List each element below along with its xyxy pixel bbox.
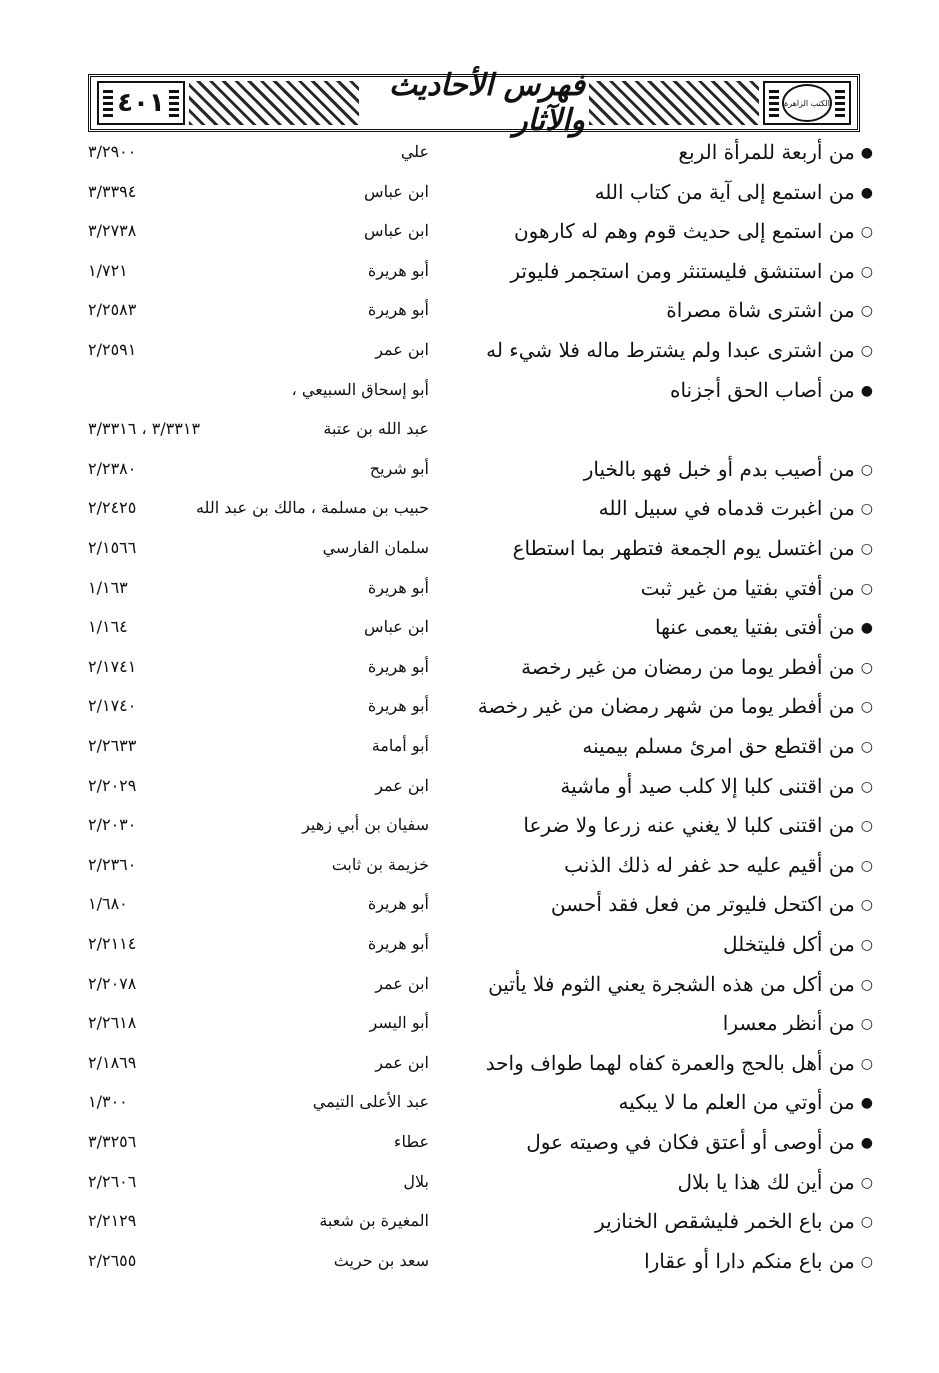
bullet-icon: ○: [860, 501, 873, 518]
narrator: سفيان بن أبي زهير: [302, 815, 429, 835]
volume-page-ref: ٢/١٧٤١: [88, 656, 137, 676]
bullet-icon: ○: [860, 541, 873, 557]
hadith-label: من أوتي من العلم ما لا يبكيه: [618, 1090, 855, 1115]
bullet-icon: ○: [860, 1253, 873, 1270]
bullet-icon: ○: [860, 1016, 873, 1033]
volume-page-ref: ٣/٢٧٣٨: [88, 221, 137, 241]
bullet-icon: ○: [860, 303, 873, 320]
volume-page-ref: ٣/٣٢٥٦: [88, 1132, 137, 1151]
hadith-label: من استمع إلى آية من كتاب الله: [594, 179, 855, 204]
index-row: [0, 217, 939, 257]
volume-page-ref: ٢/٢٣٦٠: [88, 854, 137, 874]
narrator: أبو اليسر: [369, 1013, 429, 1033]
narrator: عبد الأعلى التيمي: [312, 1092, 429, 1112]
narrator: ابن عمر: [375, 340, 429, 359]
volume-page-ref: ٢/٢٠٢٩: [88, 775, 137, 795]
index-row: [0, 1247, 939, 1287]
narrator: ابن عمر: [375, 973, 429, 993]
index-row: [0, 930, 939, 970]
index-row: [0, 1128, 939, 1168]
index-row: [0, 1207, 939, 1247]
hadith-text: [478, 694, 873, 718]
narrator: أبو هريرة: [367, 696, 429, 716]
volume-page-ref: ٢/٢٠٧٨: [88, 973, 137, 993]
index-row: [0, 851, 939, 891]
hadith-text: [523, 813, 873, 837]
volume-page-ref: ٢/٢٦٥٥: [88, 1250, 137, 1270]
volume-page-ref: ١/٧٢١: [88, 260, 128, 280]
volume-page-ref: ٢/٢٤٢٥: [88, 498, 137, 518]
bullet-icon: ○: [860, 818, 873, 835]
volume-page-ref: ٢/٢٦٠٦: [88, 1171, 137, 1191]
hadith-text: [526, 1130, 873, 1154]
index-row: [0, 534, 939, 574]
index-row: [0, 1049, 939, 1089]
hadith-label: من اقتنى كلبا لا يغني عنه زرعا ولا ضرعا: [523, 813, 855, 838]
volume-page-ref: ٢/١٥٦٦: [88, 538, 137, 557]
bullet-icon: ●: [860, 184, 873, 201]
ornament-right: [589, 81, 759, 125]
hadith-text: [670, 378, 873, 402]
bullet-icon: ○: [860, 1174, 873, 1191]
index-row: [0, 138, 939, 178]
bullet-icon: ○: [860, 461, 873, 478]
narrator: عبد الله بن عتبة: [323, 419, 429, 439]
bullet-icon: ○: [860, 1214, 873, 1231]
index-row: [0, 811, 939, 851]
hadith-label: من أنظر معسرا: [722, 1011, 855, 1036]
hadith-text: [513, 536, 873, 560]
hadith-text: [582, 734, 873, 758]
hadith-label: من أكل فليتخلل: [722, 932, 855, 956]
volume-page-ref: ٢/١٨٦٩: [88, 1052, 137, 1072]
index-row: [0, 970, 939, 1010]
narrator: ابن عباس: [364, 181, 429, 201]
index-row: [0, 336, 939, 376]
hadith-text: [666, 298, 873, 322]
bullet-icon: ●: [860, 1095, 873, 1112]
narrator: سلمان الفارسي: [322, 538, 429, 557]
hadith-label: من أفتي بفتيا من غير ثبت: [640, 575, 855, 600]
volume-page-ref: ٢/٢٦٣٣: [88, 736, 137, 755]
bullet-icon: ○: [860, 937, 873, 953]
hadith-label: من استنشق فليستنثر ومن استجمر فليوتر: [510, 258, 855, 283]
hadith-label: من أكل من هذه الشجرة يعني الثوم فلا يأتين: [488, 971, 855, 996]
volume-page-ref: ٢/٢٥٨٣: [88, 300, 137, 320]
bullet-icon: ○: [860, 1055, 873, 1072]
volume-page-ref: ٢/١٧٤٠: [88, 696, 137, 716]
hadith-label: من باع منكم دارا أو عقارا: [644, 1248, 855, 1273]
index-row: [0, 1088, 939, 1128]
hadith-text: [551, 892, 873, 916]
bullet-icon: ○: [860, 659, 873, 676]
index-row: [0, 574, 939, 614]
volume-page-ref: ٣/٢٩٠٠: [88, 142, 137, 161]
hadith-label: من أصاب الحق أجزناه: [669, 377, 855, 402]
hadith-label: من أقيم عليه حد غفر له ذلك الذنب: [564, 852, 855, 877]
volume-page-ref: ٢/٢٠٣٠: [88, 815, 137, 835]
index-row: [0, 455, 939, 495]
bullet-icon: ○: [860, 263, 873, 280]
hadith-text: [486, 338, 873, 362]
page-header: [88, 68, 860, 138]
narrator: أبو هريرة: [367, 577, 429, 597]
bullet-icon: ○: [860, 699, 873, 716]
index-row: [0, 494, 939, 534]
index-row: [0, 613, 939, 653]
hadith-label: من اقتطع حق امرئ مسلم بيمينه: [582, 734, 855, 758]
bullet-icon: ○: [860, 343, 873, 359]
index-row: [0, 890, 939, 930]
index-row: [0, 692, 939, 732]
page-number: ٤٠١: [117, 88, 165, 118]
hadith-label: من أفطر يوما من رمضان من غير رخصة: [521, 654, 855, 679]
narrator: أبو شريح: [369, 458, 429, 478]
hadith-text: [488, 972, 873, 996]
bullet-icon: ●: [860, 1135, 873, 1151]
narrator: ابن عباس: [364, 617, 429, 637]
hadith-text: [486, 1051, 873, 1075]
hadith-text: [678, 140, 873, 164]
hadith-label: من اكتحل فليوتر من فعل فقد أحسن: [550, 892, 855, 917]
index-row: [0, 178, 939, 218]
hadith-label: من استمع إلى حديث قوم وهم له كارهون: [513, 219, 855, 244]
index-row: [0, 732, 939, 772]
hadith-label: من اشترى عبدا ولم يشترط ماله فلا شيء له: [486, 338, 855, 362]
bullet-icon: ○: [860, 739, 873, 755]
narrator: المغيرة بن شعبة: [319, 1211, 429, 1231]
narrator: أبو هريرة: [367, 934, 429, 953]
hadith-label: من أين لك هذا يا بلال: [677, 1169, 855, 1194]
hadith-text: [521, 655, 873, 679]
hadith-text: [723, 1011, 873, 1035]
bullet-icon: ●: [860, 620, 873, 637]
narrator: أبو هريرة: [367, 260, 429, 280]
volume-page-ref: ٢/٢١٢٩: [88, 1211, 137, 1231]
hadith-label: من أصيب بدم أو خبل فهو بالخيار: [583, 456, 855, 481]
hadith-text: [655, 615, 873, 639]
index-row: [0, 1009, 939, 1049]
narrator: سعد بن حريث: [333, 1250, 429, 1270]
volume-page-ref: ٣/٣٣١٣ ، ٣/٣٣١٦: [88, 419, 201, 439]
page-number-cartouche: [97, 81, 185, 125]
hadith-label: من اقتنى كلبا إلا كلب صيد أو ماشية: [560, 773, 855, 798]
volume-page-ref: ١/١٦٣: [88, 577, 128, 597]
narrator: أبو هريرة: [367, 656, 429, 676]
volume-page-ref: ٢/٢٥٩١: [88, 340, 137, 359]
narrator: ابن عباس: [364, 221, 429, 241]
title-cartouche: [363, 68, 585, 138]
narrator: عطاء: [393, 1132, 429, 1151]
hadith-text: [514, 219, 873, 243]
bullet-icon: ○: [860, 778, 873, 795]
hadith-text: [677, 1170, 873, 1194]
index-row: [0, 376, 939, 416]
bullet-icon: ○: [860, 976, 873, 993]
bullet-icon: ○: [860, 580, 873, 597]
narrator: حبيب بن مسلمة ، مالك بن عبد الله: [195, 498, 429, 518]
publisher-logo-icon: [782, 84, 832, 122]
bullet-icon: ●: [860, 145, 873, 161]
volume-page-ref: ١/٦٨٠: [88, 894, 128, 914]
bullet-icon: ○: [860, 857, 873, 874]
bullet-icon: ○: [860, 897, 873, 914]
hadith-text: [641, 576, 873, 600]
logo-cartouche: [763, 81, 851, 125]
page-title: فهرس الأحاديث والآثار: [388, 68, 585, 138]
hadith-text: [618, 1090, 873, 1114]
narrator: علي: [400, 142, 429, 161]
hadith-text: [584, 457, 873, 481]
volume-page-ref: ١/٣٠٠: [88, 1092, 128, 1112]
bullet-icon: ○: [860, 224, 873, 241]
hadith-text: [595, 180, 873, 204]
bullet-icon: ●: [860, 382, 873, 399]
hadith-label: من اغبرت قدماه في سبيل الله: [598, 496, 855, 521]
narrator: ابن عمر: [375, 775, 429, 795]
volume-page-ref: ٣/٣٣٩٤: [88, 181, 137, 201]
volume-page-ref: ٢/٢٦١٨: [88, 1013, 137, 1033]
hadith-label: من باع الخمر فليشقص الخنازير: [595, 1209, 855, 1234]
hadith-label: من اشترى شاة مصراة: [666, 298, 855, 323]
hadith-text: [595, 1209, 873, 1233]
narrator: ابن عمر: [375, 1052, 429, 1072]
publisher-logo-text: الكتب الزاهرة: [784, 98, 831, 108]
hadith-text: [723, 932, 873, 956]
index-row: [0, 296, 939, 336]
hadith-label: من أفتى بفتيا يعمى عنها: [655, 615, 855, 640]
hadith-text: [564, 853, 873, 877]
index-row: [0, 415, 939, 455]
hadith-label: من اغتسل يوم الجمعة فتطهر بما استطاع: [512, 536, 855, 560]
hadith-text: [560, 774, 873, 798]
hadith-text: [644, 1249, 873, 1273]
narrator: بلال: [403, 1171, 429, 1191]
hadith-text: [599, 496, 873, 520]
index-row: [0, 1168, 939, 1208]
hadith-label: من أربعة للمرأة الربع: [678, 140, 855, 164]
index-row: [0, 257, 939, 297]
index-row: [0, 772, 939, 812]
hadith-label: من أفطر يوما من شهر رمضان من غير رخصة: [477, 694, 855, 719]
hadith-text: [510, 259, 873, 283]
narrator: خزيمة بن ثابت: [331, 854, 429, 874]
narrator: أبو أمامة: [371, 736, 429, 755]
hadith-label: من أهل بالحج والعمرة كفاه لهما طواف واحد: [485, 1050, 855, 1075]
narrator: أبو هريرة: [367, 894, 429, 914]
volume-page-ref: ٢/٢٣٨٠: [88, 458, 137, 478]
hadith-label: من أوصى أو أعتق فكان في وصيته عول: [526, 1130, 855, 1154]
narrator: أبو هريرة: [367, 300, 429, 320]
narrator: أبو إسحاق السبيعي ،: [291, 379, 429, 399]
ornament-left: [189, 81, 359, 125]
volume-page-ref: ٢/٢١١٤: [88, 934, 137, 953]
volume-page-ref: ١/١٦٤: [88, 617, 128, 637]
index-row: [0, 653, 939, 693]
